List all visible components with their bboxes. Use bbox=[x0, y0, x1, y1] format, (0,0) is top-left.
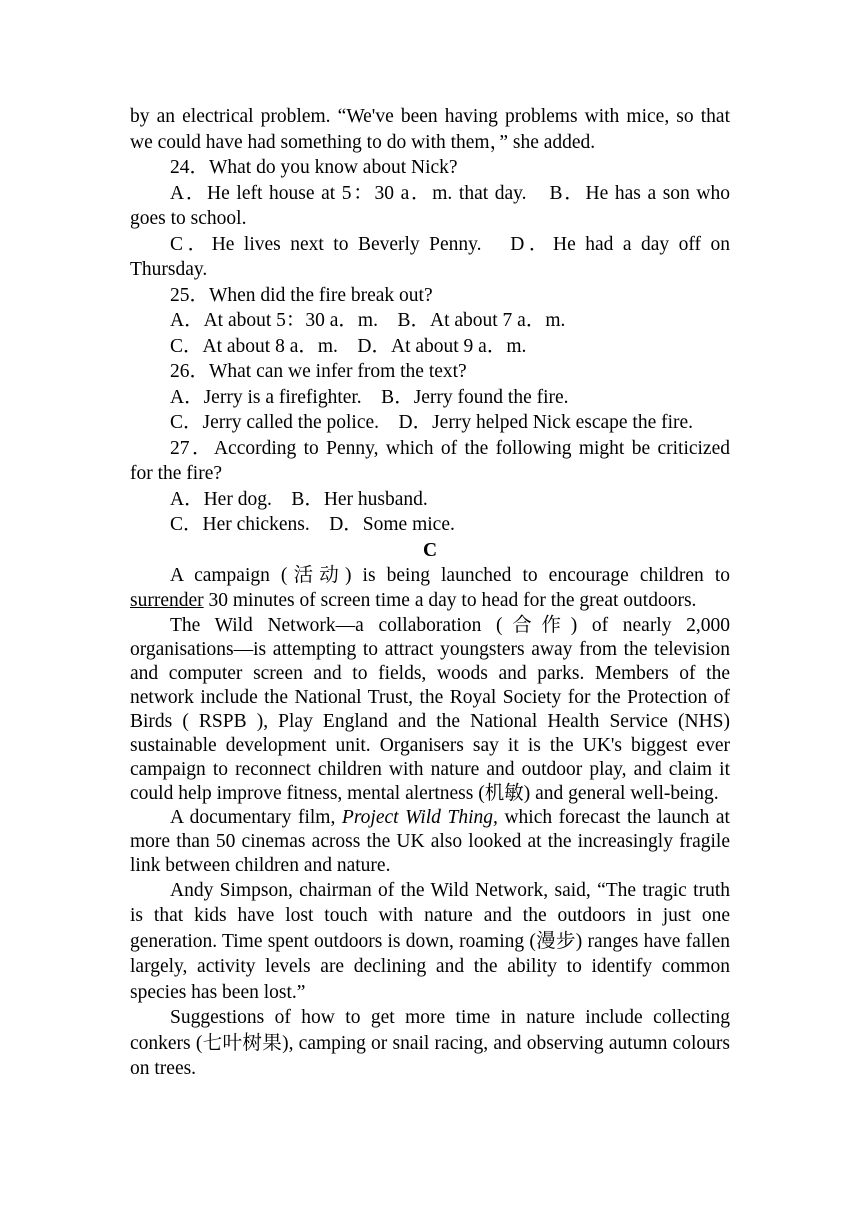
passage-c-paragraph-4: Andy Simpson, chairman of the Wild Network, said, “The tragic truth is that kids have lost touch with nature and the outdoors in just one generation. Time spent outdoors is down, roaming (漫步) ranges have fallen largely, activity levels are declining and the ability to identify common species has been lost.” bbox=[130, 879, 730, 1003]
passage-c-paragraph-3 bbox=[130, 806, 730, 878]
question-27-stem: 27．According to Penny, which of the following might be criticized for the fire? bbox=[130, 437, 730, 484]
question-24-options-ab: A．He left house at 5：30 a．m. that day. B．He has a son who goes to school. bbox=[130, 182, 730, 229]
document-page bbox=[130, 104, 730, 1082]
passage-c-paragraph-2: The Wild Network—a collaboration (合作) of nearly 2,000 organisations—is attempting to attract youngsters away from the television and computer screen and to fields, woods and parks. Members of the network include the National Trust, the Royal Society for the Protection of Birds ( RSPB ), Play England and the National Health Service (NHS) sustainable development unit. Organisers say it is the UK's biggest ever campaign to reconnect children with nature and outdoor play, and claim it could help improve fitness, mental alertness (机敏) and general well-being. bbox=[130, 614, 730, 804]
question-25-options-cd: C．At about 8 a．m. D．At about 9 a．m. bbox=[170, 335, 527, 357]
question-25-options-ab: A．At about 5：30 a．m. B．At about 7 a．m. bbox=[170, 310, 566, 331]
passage-c-paragraph-1 bbox=[130, 563, 730, 614]
question-27-options-ab: A．Her dog. B．Her husband. bbox=[170, 488, 428, 510]
question-24-stem: 24．What do you know about Nick? bbox=[170, 157, 458, 178]
passage-b-continuation: by an electrical problem. “We've been having problems with mice, so that we could have had something to do with them，” she added. bbox=[130, 106, 730, 153]
p3-text-before: A documentary film, bbox=[170, 806, 342, 828]
p1-text-before: A campaign (活动) is being launched to encourage children to bbox=[170, 564, 730, 586]
question-25-stem: 25．When did the fire break out? bbox=[170, 284, 433, 306]
question-26-options-ab: A．Jerry is a firefighter. B．Jerry found the fire. bbox=[170, 386, 569, 408]
film-title: Project Wild Thing, bbox=[341, 806, 498, 828]
question-27-options-cd: C．Her chickens. D．Some mice. bbox=[170, 514, 455, 535]
p1-text-after: 30 minutes of screen time a day to head for the great outdoors. bbox=[203, 590, 697, 611]
p3-text-after: which forecast the launch at more than 50 cinemas across the UK also looked at the increasingly fragile link between children and nature. bbox=[130, 806, 730, 876]
passage-c-paragraph-5: Suggestions of how to get more time in nature include collecting conkers (七叶树果), camping or snail racing, and observing autumn colours on trees. bbox=[130, 1007, 730, 1079]
question-26-options-cd: C．Jerry called the police. D．Jerry helped Nick escape the fire. bbox=[170, 412, 694, 433]
question-24-options-cd: C．He lives next to Beverly Penny. D．He had a day off on Thursday. bbox=[130, 233, 730, 280]
question-26-stem: 26．What can we infer from the text? bbox=[170, 361, 467, 382]
section-heading-c: C bbox=[422, 539, 438, 561]
underlined-word-surrender: surrender bbox=[130, 590, 204, 611]
